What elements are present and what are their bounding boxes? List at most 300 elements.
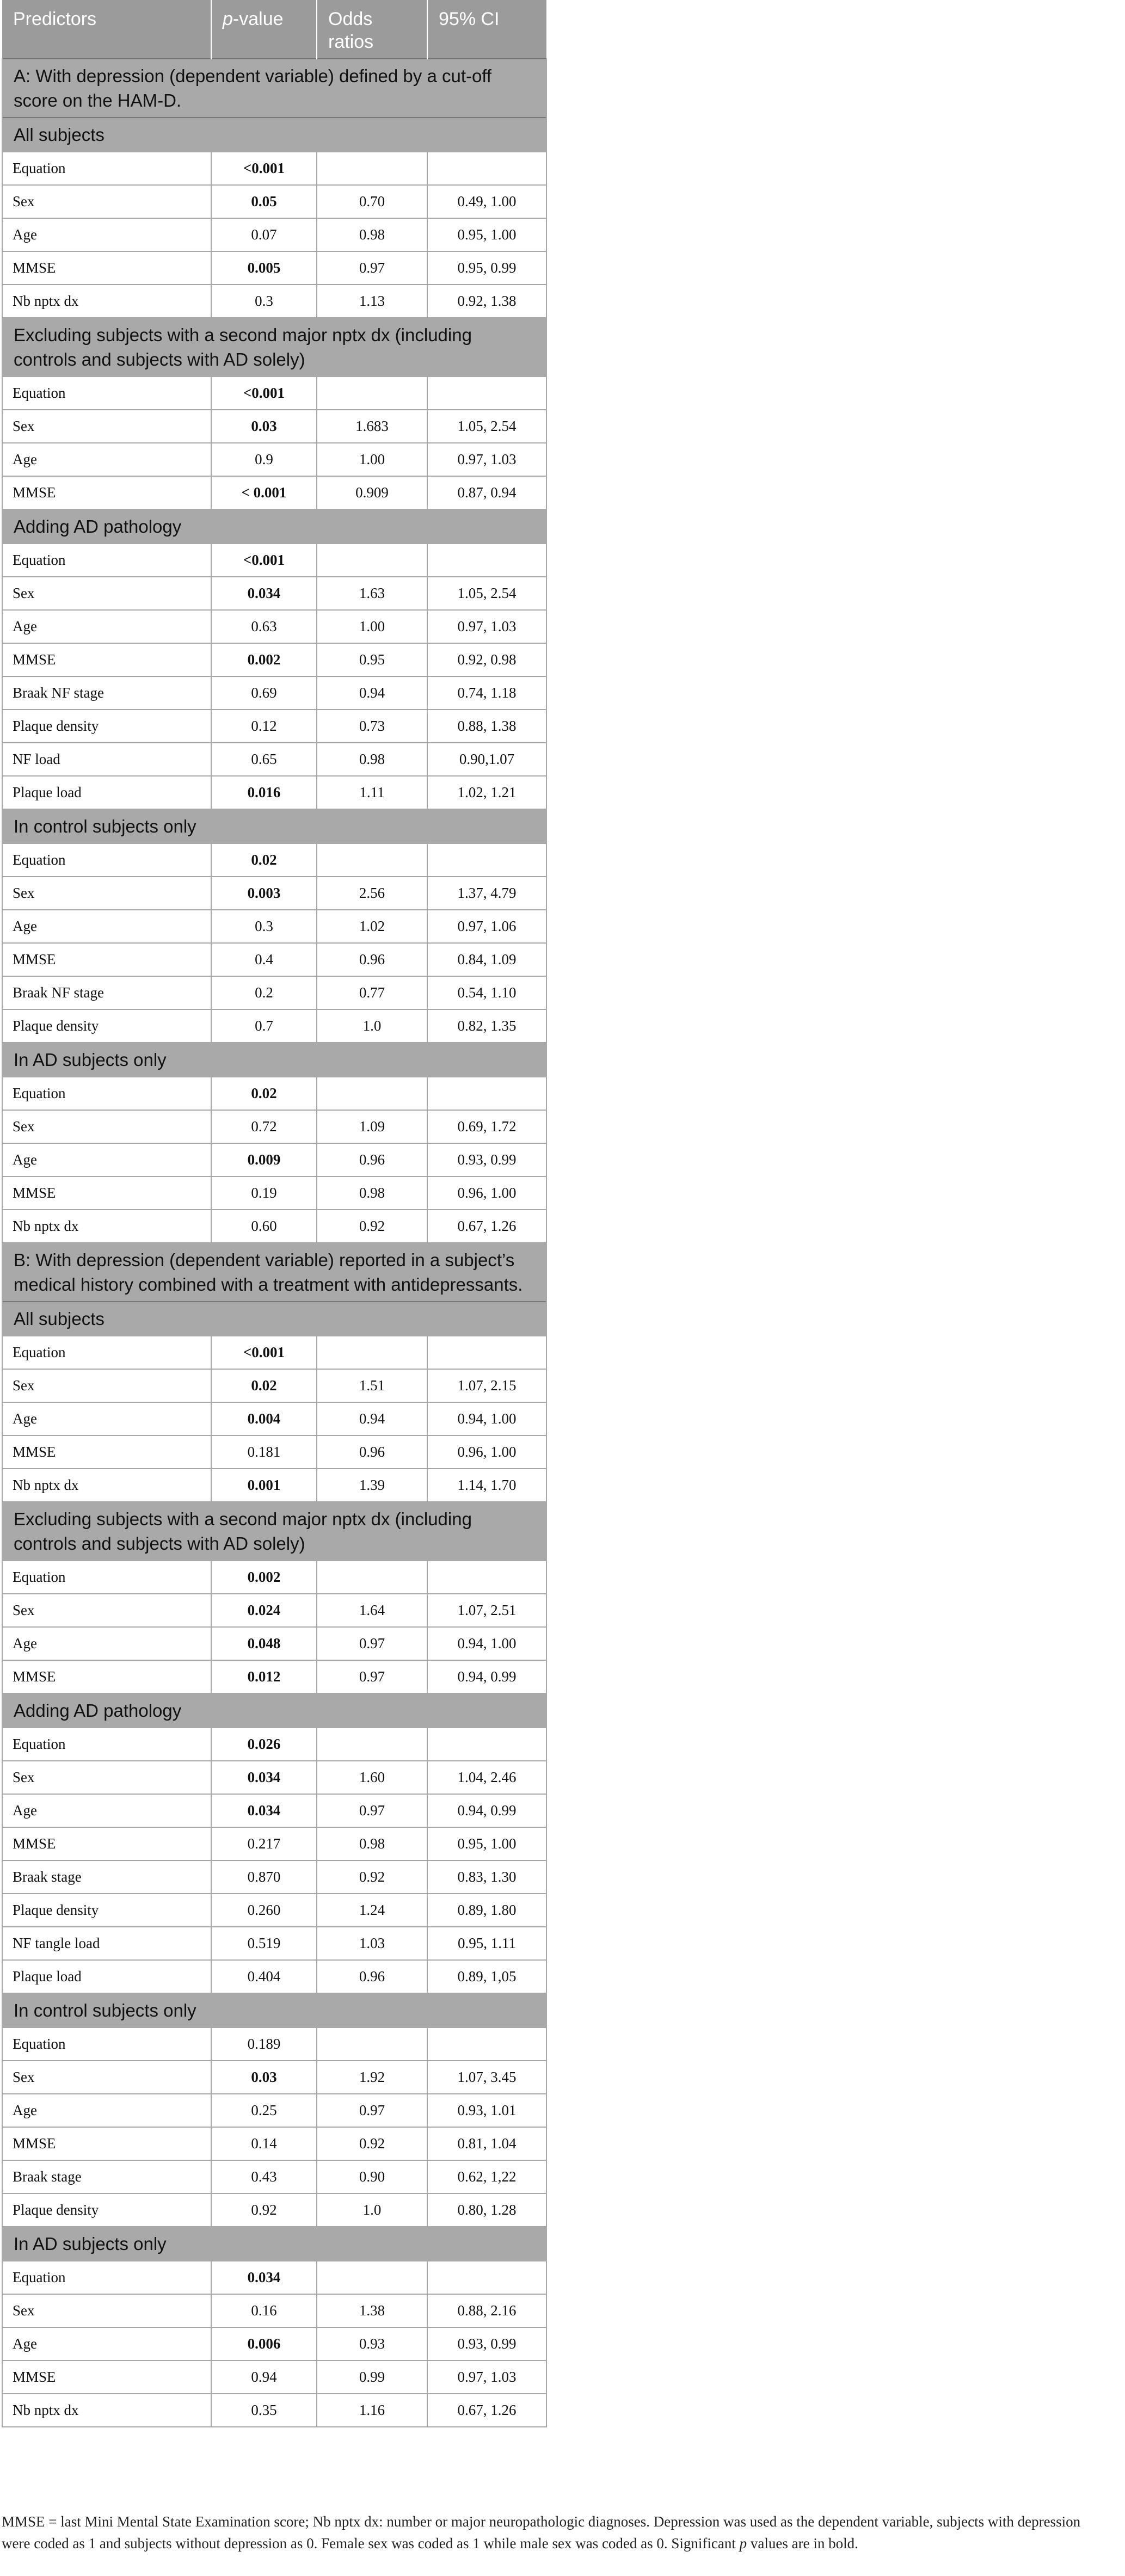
section-header-row (2, 1502, 546, 1561)
table-row (2, 1960, 546, 1993)
p-value-cell: 0.4 (211, 943, 317, 976)
section-title: Adding AD pathology (2, 509, 546, 544)
p-value-cell: 0.005 (211, 251, 317, 285)
ci-cell: 0.67, 1.26 (427, 1210, 546, 1243)
ci-cell: 0.93, 1.01 (427, 2094, 546, 2127)
p-value-cell: 0.870 (211, 1860, 317, 1894)
ci-cell: 0.94, 1.00 (427, 1627, 546, 1660)
odds-ratio-cell (317, 2027, 427, 2061)
odds-ratio-cell: 0.90 (317, 2160, 427, 2193)
p-value-cell: <0.001 (211, 377, 317, 410)
predictor-cell: Plaque density (2, 2193, 211, 2227)
odds-ratio-cell: 1.38 (317, 2294, 427, 2327)
p-value-cell: 0.35 (211, 2394, 317, 2427)
ci-cell (427, 152, 546, 185)
odds-ratio-cell (317, 1728, 427, 1761)
odds-ratio-cell: 0.77 (317, 976, 427, 1009)
table-row (2, 676, 546, 710)
table-row (2, 1561, 546, 1594)
table-row (2, 218, 546, 251)
odds-ratio-cell: 0.98 (317, 1176, 427, 1210)
odds-ratio-cell: 0.98 (317, 743, 427, 776)
odds-ratio-cell: 0.97 (317, 1794, 427, 1827)
odds-ratio-cell: 0.96 (317, 1143, 427, 1176)
header-p-rest: -value (232, 9, 284, 29)
table-row (2, 1594, 546, 1627)
ci-cell: 0.82, 1.35 (427, 1009, 546, 1043)
section-header-row (2, 1043, 546, 1077)
table-row (2, 976, 546, 1009)
table-row (2, 443, 546, 476)
ci-cell: 0.88, 1.38 (427, 710, 546, 743)
ci-cell: 0.62, 1,22 (427, 2160, 546, 2193)
odds-ratio-cell: 1.00 (317, 610, 427, 643)
p-value-cell: 0.034 (211, 577, 317, 610)
table-row (2, 2061, 546, 2094)
odds-ratio-cell: 1.11 (317, 776, 427, 809)
section-title: Excluding subjects with a second major nptx dx (including controls and subjects with AD solely) (2, 318, 546, 377)
ci-cell: 0.97, 1.03 (427, 2361, 546, 2394)
odds-ratio-cell: 0.97 (317, 251, 427, 285)
odds-ratio-cell: 0.98 (317, 218, 427, 251)
predictor-cell: Nb nptx dx (2, 2394, 211, 2427)
header-p-value (211, 0, 317, 59)
p-value-cell: 0.94 (211, 2361, 317, 2394)
table-row (2, 643, 546, 676)
predictor-cell: Braak stage (2, 2160, 211, 2193)
header-row (2, 0, 546, 59)
section-title: In AD subjects only (2, 2227, 546, 2261)
table-row (2, 776, 546, 809)
predictor-cell: Plaque load (2, 1960, 211, 1993)
table-row (2, 1728, 546, 1761)
section-header-row (2, 59, 546, 118)
section-header-row (2, 318, 546, 377)
ci-cell: 0.92, 1.38 (427, 285, 546, 318)
table-row (2, 1009, 546, 1043)
ci-cell: 0.94, 0.99 (427, 1660, 546, 1693)
odds-ratio-cell: 0.94 (317, 1402, 427, 1435)
ci-cell (427, 2027, 546, 2061)
table-row (2, 377, 546, 410)
predictor-cell: Braak NF stage (2, 976, 211, 1009)
p-value-cell: 0.001 (211, 1469, 317, 1502)
ci-cell: 0.89, 1,05 (427, 1960, 546, 1993)
predictor-cell: NF load (2, 743, 211, 776)
ci-cell (427, 843, 546, 877)
p-value-cell: 0.16 (211, 2294, 317, 2327)
table-row (2, 544, 546, 577)
p-value-cell: 0.65 (211, 743, 317, 776)
footnote-text: MMSE = last Mini Mental State Examination score; Nb nptx dx: number or major neuropathologic diagnoses. Depression was used as the dependent variable, subjects with depression were coded as 1 and subjects without depression as 0. Female sex was coded as 1 while male sex was coded as 0. Significant (2, 2513, 1081, 2552)
predictor-cell: Sex (2, 1110, 211, 1143)
odds-ratio-cell: 0.97 (317, 2094, 427, 2127)
predictor-cell: Age (2, 1143, 211, 1176)
p-value-cell: 0.72 (211, 1110, 317, 1143)
predictor-cell: Sex (2, 410, 211, 443)
predictor-cell: Equation (2, 1561, 211, 1594)
p-value-cell: 0.2 (211, 976, 317, 1009)
ci-cell: 0.69, 1.72 (427, 1110, 546, 1143)
p-value-cell: 0.002 (211, 1561, 317, 1594)
predictor-cell: Sex (2, 1594, 211, 1627)
table-row (2, 1077, 546, 1110)
odds-ratio-cell: 1.09 (317, 1110, 427, 1143)
predictor-cell: Age (2, 2094, 211, 2127)
predictor-cell: Braak stage (2, 1860, 211, 1894)
odds-ratio-cell: 0.93 (317, 2327, 427, 2361)
odds-ratio-cell: 1.39 (317, 1469, 427, 1502)
table-row (2, 1435, 546, 1469)
ci-cell (427, 1336, 546, 1369)
p-value-cell: 0.048 (211, 1627, 317, 1660)
section-title: In control subjects only (2, 809, 546, 843)
footnote-italic-p: p (739, 2535, 747, 2552)
p-value-cell: 0.3 (211, 285, 317, 318)
odds-ratio-cell (317, 843, 427, 877)
predictor-cell: Equation (2, 2261, 211, 2294)
section-header-row (2, 1693, 546, 1728)
ci-cell: 0.97, 1.03 (427, 610, 546, 643)
p-value-cell: 0.016 (211, 776, 317, 809)
header-predictors: Predictors (2, 0, 211, 59)
odds-ratio-cell: 0.92 (317, 1860, 427, 1894)
predictor-cell: Sex (2, 1369, 211, 1402)
p-value-cell: 0.3 (211, 910, 317, 943)
table-row (2, 1369, 546, 1402)
ci-cell: 0.94, 1.00 (427, 1402, 546, 1435)
odds-ratio-cell: 0.96 (317, 1960, 427, 1993)
ci-cell: 0.95, 1.11 (427, 1927, 546, 1960)
section-header-row (2, 1302, 546, 1336)
odds-ratio-cell: 1.0 (317, 1009, 427, 1043)
table-row (2, 610, 546, 643)
ci-cell: 0.97, 1.06 (427, 910, 546, 943)
ci-cell: 1.05, 2.54 (427, 577, 546, 610)
predictor-cell: Equation (2, 544, 211, 577)
p-value-cell: 0.034 (211, 1761, 317, 1794)
predictor-cell: MMSE (2, 1827, 211, 1860)
odds-ratio-cell (317, 152, 427, 185)
p-value-cell: < 0.001 (211, 476, 317, 509)
p-value-cell: 0.19 (211, 1176, 317, 1210)
ci-cell: 0.95, 0.99 (427, 251, 546, 285)
odds-ratio-cell: 1.16 (317, 2394, 427, 2427)
predictor-cell: Equation (2, 2027, 211, 2061)
table-row (2, 410, 546, 443)
p-value-cell: 0.7 (211, 1009, 317, 1043)
ci-cell: 0.95, 1.00 (427, 1827, 546, 1860)
p-value-cell: 0.034 (211, 1794, 317, 1827)
ci-cell: 0.93, 0.99 (427, 1143, 546, 1176)
p-value-cell: 0.026 (211, 1728, 317, 1761)
predictor-cell: Nb nptx dx (2, 1210, 211, 1243)
p-value-cell: 0.03 (211, 410, 317, 443)
ci-cell: 0.97, 1.03 (427, 443, 546, 476)
predictor-cell: MMSE (2, 476, 211, 509)
ci-cell (427, 1561, 546, 1594)
ci-cell (427, 377, 546, 410)
p-value-cell: 0.004 (211, 1402, 317, 1435)
predictor-cell: Sex (2, 2061, 211, 2094)
odds-ratio-cell: 0.73 (317, 710, 427, 743)
table-row (2, 2327, 546, 2361)
predictor-cell: MMSE (2, 2361, 211, 2394)
p-value-cell: 0.25 (211, 2094, 317, 2127)
section-title: Adding AD pathology (2, 1693, 546, 1728)
ci-cell: 0.83, 1.30 (427, 1860, 546, 1894)
section-title: In AD subjects only (2, 1043, 546, 1077)
odds-ratio-cell: 1.02 (317, 910, 427, 943)
p-value-cell: 0.12 (211, 710, 317, 743)
table-row (2, 1927, 546, 1960)
p-value-cell: 0.60 (211, 1210, 317, 1243)
table-row (2, 1761, 546, 1794)
p-value-cell: 0.003 (211, 877, 317, 910)
ci-cell: 0.90,1.07 (427, 743, 546, 776)
predictor-cell: Plaque density (2, 710, 211, 743)
p-value-cell: 0.181 (211, 1435, 317, 1469)
p-value-cell: 0.217 (211, 1827, 317, 1860)
ci-cell (427, 1077, 546, 1110)
odds-ratio-cell: 0.96 (317, 943, 427, 976)
predictor-cell: Age (2, 218, 211, 251)
predictor-cell: Sex (2, 1761, 211, 1794)
ci-cell: 0.92, 0.98 (427, 643, 546, 676)
table-row (2, 2394, 546, 2427)
p-value-cell: 0.404 (211, 1960, 317, 1993)
p-value-cell: 0.05 (211, 185, 317, 218)
odds-ratio-cell: 0.92 (317, 2127, 427, 2160)
table-row (2, 1469, 546, 1502)
table-row (2, 2261, 546, 2294)
p-value-cell: 0.02 (211, 1369, 317, 1402)
table-row (2, 185, 546, 218)
section-header-row (2, 809, 546, 843)
predictor-cell: Equation (2, 377, 211, 410)
predictor-cell: Nb nptx dx (2, 1469, 211, 1502)
section-header-row (2, 118, 546, 152)
ci-cell: 1.37, 4.79 (427, 877, 546, 910)
p-value-cell: <0.001 (211, 544, 317, 577)
predictor-cell: MMSE (2, 943, 211, 976)
odds-ratio-cell: 1.03 (317, 1927, 427, 1960)
ci-cell: 0.96, 1.00 (427, 1435, 546, 1469)
table-row (2, 1794, 546, 1827)
table-footnote (2, 2511, 1112, 2554)
table-row (2, 2294, 546, 2327)
ci-cell: 1.14, 1.70 (427, 1469, 546, 1502)
section-title: All subjects (2, 1302, 546, 1336)
predictor-cell: Plaque density (2, 1894, 211, 1927)
odds-ratio-cell: 0.98 (317, 1827, 427, 1860)
ci-cell: 0.94, 0.99 (427, 1794, 546, 1827)
p-value-cell: <0.001 (211, 1336, 317, 1369)
predictor-cell: MMSE (2, 251, 211, 285)
odds-ratio-cell: 0.97 (317, 1627, 427, 1660)
section-header-row (2, 1993, 546, 2027)
odds-ratio-cell: 0.96 (317, 1435, 427, 1469)
ci-cell: 0.67, 1.26 (427, 2394, 546, 2427)
header-ci: 95% CI (427, 0, 546, 59)
odds-ratio-cell (317, 1077, 427, 1110)
ci-cell: 0.84, 1.09 (427, 943, 546, 976)
section-title: In control subjects only (2, 1993, 546, 2027)
table-row (2, 1660, 546, 1693)
p-value-cell: <0.001 (211, 152, 317, 185)
p-value-cell: 0.02 (211, 1077, 317, 1110)
table-row (2, 2193, 546, 2227)
p-value-cell: 0.9 (211, 443, 317, 476)
predictor-cell: Sex (2, 877, 211, 910)
odds-ratio-cell: 1.683 (317, 410, 427, 443)
table-row (2, 743, 546, 776)
section-title: B: With depression (dependent variable) reported in a subject’s medical history combined with a treatment with antidepressants. (2, 1243, 546, 1302)
predictor-cell: NF tangle load (2, 1927, 211, 1960)
ci-cell: 0.49, 1.00 (427, 185, 546, 218)
p-value-cell: 0.009 (211, 1143, 317, 1176)
ci-cell: 0.81, 1.04 (427, 2127, 546, 2160)
table-row (2, 843, 546, 877)
p-value-cell: 0.14 (211, 2127, 317, 2160)
p-value-cell: 0.03 (211, 2061, 317, 2094)
predictor-cell: Age (2, 1627, 211, 1660)
ci-cell (427, 544, 546, 577)
header-odds-ratios: Odds ratios (317, 0, 427, 59)
predictor-cell: Plaque load (2, 776, 211, 809)
predictor-cell: Sex (2, 577, 211, 610)
odds-ratio-cell: 0.70 (317, 185, 427, 218)
p-value-cell: 0.024 (211, 1594, 317, 1627)
footnote-text-end: values are in bold. (747, 2535, 858, 2552)
odds-ratio-cell: 2.56 (317, 877, 427, 910)
predictor-cell: Equation (2, 152, 211, 185)
odds-ratio-cell: 1.13 (317, 285, 427, 318)
p-value-cell: 0.07 (211, 218, 317, 251)
predictor-cell: Equation (2, 843, 211, 877)
p-value-cell: 0.519 (211, 1927, 317, 1960)
predictor-cell: Age (2, 1794, 211, 1827)
table-row (2, 1143, 546, 1176)
odds-ratio-cell (317, 2261, 427, 2294)
table-row (2, 577, 546, 610)
odds-ratio-cell: 1.63 (317, 577, 427, 610)
odds-ratio-cell: 0.94 (317, 676, 427, 710)
p-value-cell: 0.189 (211, 2027, 317, 2061)
ci-cell: 1.04, 2.46 (427, 1761, 546, 1794)
table-row (2, 1402, 546, 1435)
ci-cell: 0.96, 1.00 (427, 1176, 546, 1210)
odds-ratio-cell: 0.97 (317, 1660, 427, 1693)
table-row (2, 1110, 546, 1143)
p-value-cell: 0.002 (211, 643, 317, 676)
odds-ratio-cell: 0.99 (317, 2361, 427, 2394)
table-row (2, 943, 546, 976)
odds-ratio-cell: 1.00 (317, 443, 427, 476)
predictor-cell: Equation (2, 1728, 211, 1761)
predictor-cell: Sex (2, 2294, 211, 2327)
table-body (2, 59, 546, 2427)
table-row (2, 1860, 546, 1894)
table-row (2, 285, 546, 318)
section-title: All subjects (2, 118, 546, 152)
table-row (2, 152, 546, 185)
p-value-cell: 0.43 (211, 2160, 317, 2193)
ci-cell: 1.07, 2.15 (427, 1369, 546, 1402)
table-row (2, 1827, 546, 1860)
ci-cell: 0.80, 1.28 (427, 2193, 546, 2227)
predictor-cell: MMSE (2, 1176, 211, 1210)
odds-ratio-cell (317, 544, 427, 577)
odds-ratio-cell: 1.51 (317, 1369, 427, 1402)
p-value-cell: 0.92 (211, 2193, 317, 2227)
table-row (2, 710, 546, 743)
table-row (2, 476, 546, 509)
odds-ratio-cell: 1.60 (317, 1761, 427, 1794)
predictor-cell: Age (2, 443, 211, 476)
table-row (2, 1176, 546, 1210)
predictor-cell: MMSE (2, 2127, 211, 2160)
odds-ratio-cell: 1.64 (317, 1594, 427, 1627)
predictor-cell: MMSE (2, 1660, 211, 1693)
odds-ratio-cell: 1.92 (317, 2061, 427, 2094)
predictor-cell: Age (2, 1402, 211, 1435)
section-header-row (2, 1243, 546, 1302)
table-row (2, 877, 546, 910)
table-row (2, 2127, 546, 2160)
table-row (2, 251, 546, 285)
ci-cell: 0.93, 0.99 (427, 2327, 546, 2361)
section-title: Excluding subjects with a second major nptx dx (including controls and subjects with AD solely) (2, 1502, 546, 1561)
ci-cell: 1.05, 2.54 (427, 410, 546, 443)
odds-ratio-cell (317, 1336, 427, 1369)
ci-cell: 1.07, 3.45 (427, 2061, 546, 2094)
predictor-cell: Plaque density (2, 1009, 211, 1043)
odds-ratio-cell (317, 1561, 427, 1594)
predictor-cell: Age (2, 2327, 211, 2361)
ci-cell: 0.87, 0.94 (427, 476, 546, 509)
odds-ratio-cell: 1.24 (317, 1894, 427, 1927)
ci-cell: 1.02, 1.21 (427, 776, 546, 809)
odds-ratio-cell (317, 377, 427, 410)
ci-cell: 0.54, 1.10 (427, 976, 546, 1009)
section-title: A: With depression (dependent variable) defined by a cut-off score on the HAM-D. (2, 59, 546, 118)
p-value-cell: 0.02 (211, 843, 317, 877)
p-value-cell: 0.63 (211, 610, 317, 643)
ci-cell: 0.95, 1.00 (427, 218, 546, 251)
table-row (2, 1210, 546, 1243)
ci-cell (427, 2261, 546, 2294)
p-value-cell: 0.69 (211, 676, 317, 710)
table-row (2, 2027, 546, 2061)
p-value-cell: 0.012 (211, 1660, 317, 1693)
ci-cell: 0.88, 2.16 (427, 2294, 546, 2327)
odds-ratio-cell: 1.0 (317, 2193, 427, 2227)
table-row (2, 910, 546, 943)
predictor-cell: MMSE (2, 1435, 211, 1469)
predictor-cell: Age (2, 610, 211, 643)
predictor-cell: Equation (2, 1077, 211, 1110)
odds-ratio-cell: 0.95 (317, 643, 427, 676)
regression-table (2, 0, 547, 2427)
section-header-row (2, 2227, 546, 2261)
ci-cell (427, 1728, 546, 1761)
section-header-row (2, 509, 546, 544)
predictor-cell: Braak NF stage (2, 676, 211, 710)
predictor-cell: MMSE (2, 643, 211, 676)
table-row (2, 1336, 546, 1369)
predictor-cell: Equation (2, 1336, 211, 1369)
